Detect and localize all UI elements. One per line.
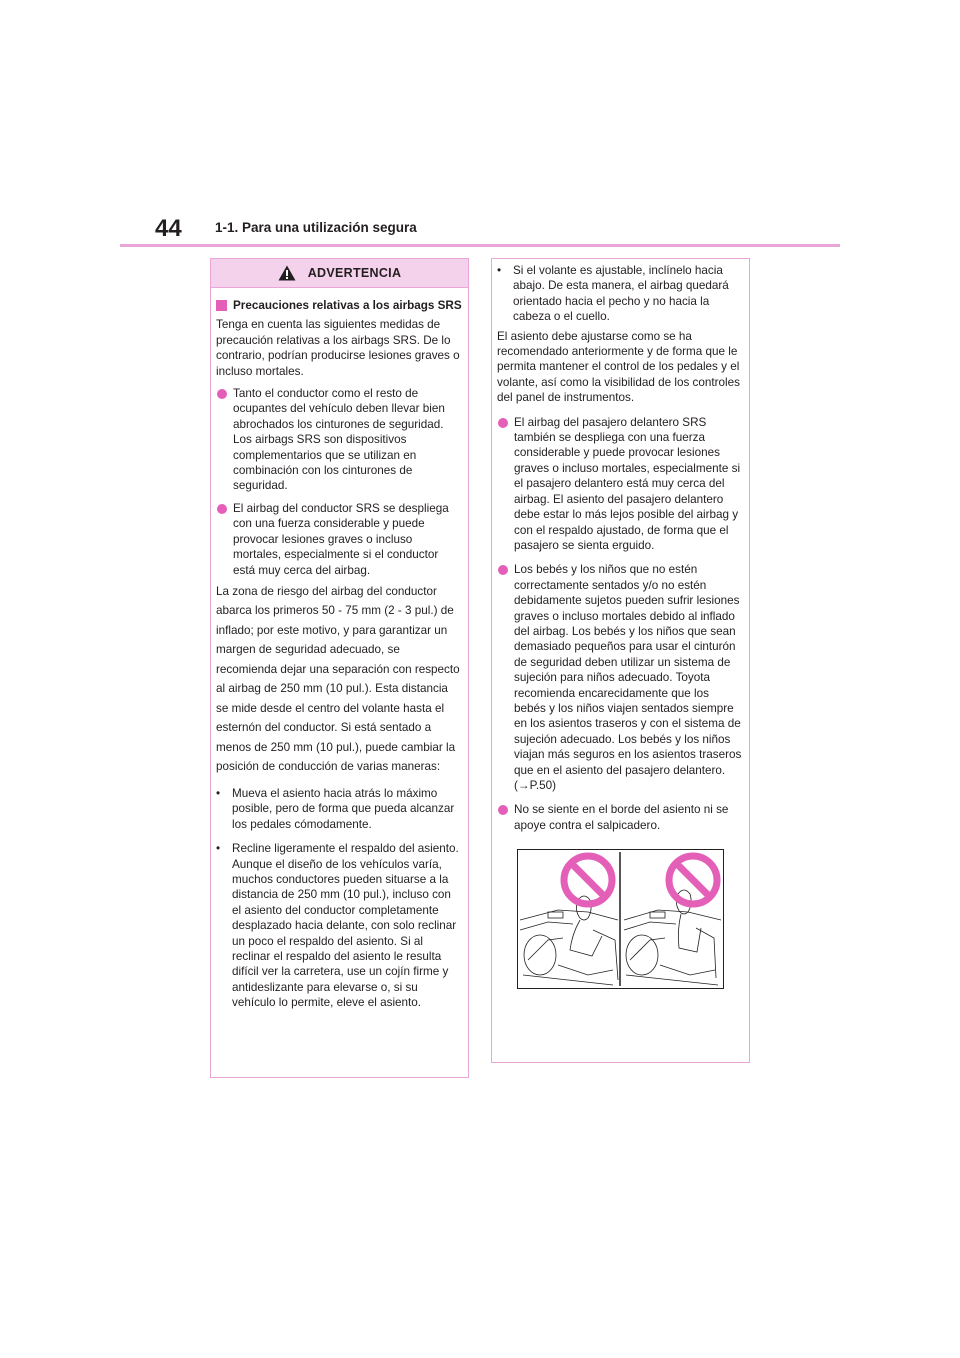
bullet-item <box>216 501 462 578</box>
illustration-panel-right <box>624 890 721 985</box>
page-number: 44 <box>155 215 182 242</box>
dash-bullet: • <box>216 786 221 800</box>
bullet-text: Los bebés y los niños que no estén correctamente sentados y/o no estén debidamente sujetos pueden sufrir lesiones graves o incluso mortales debido al inflado del airbag. Los bebés y los niños que sean demasiado pequeños para usar el cinturón de seguridad deben utilizar un sistema de sujeción para niños adecuado. Toyota recomienda encarecidamente que los bebés y los niños viajen sentados siempre en los asientos traseros y con el sistema de sujeción adecuado. Los bebés y los niños viajan más seguros en los asientos traseros que en el asiento del pasajero delantero. (→P.50) <box>514 563 742 792</box>
warning-triangle-icon <box>278 265 296 281</box>
dash-text: Mueva el asiento hacia atrás lo máximo posible, pero de forma que pueda alcanzar los pedales cómodamente. <box>232 786 455 831</box>
dash-text: Recline ligeramente el respaldo del asiento. Aunque el diseño de los vehículos varía, muchos conductores pueden situarse a la distancia de 250 mm (10 pul.), incluso con el asiento del conductor completamente desplazado hacia delante, con solo reclinar un poco el respaldo del asiento. Si al reclinar el respaldo del asiento le resulta difícil ver la carretera, use un cojín firme y antideslizante para elevarse o, si su vehículo lo permite, eleve el asiento. <box>232 842 459 1010</box>
risk-zone-paragraph: La zona de riesgo del airbag del conductor abarca los primeros 50 - 75 mm (2 - 3 pul.) de inflado; por este motivo, y para garantizar un margen de seguridad adecuado, se recomienda dejar una separación con respecto al airbag de 250 mm (10 pul.). Esta distancia se mide desde el centro del volante hasta el esternón del conductor. Si está sentado a menos de 250 mm (10 pul.), puede cambiar la posición de conducción de varias maneras: <box>216 584 460 774</box>
bullet-text: No se siente en el borde del asiento ni se apoye contra el salpicadero. <box>514 803 729 832</box>
prohibited-icon <box>564 856 612 904</box>
square-bullet-icon <box>216 300 227 311</box>
precautions-heading-text: Precauciones relativas a los airbags SRS <box>233 299 462 312</box>
dash-bullet: • <box>216 842 221 856</box>
circle-bullet-icon <box>498 565 508 575</box>
warning-content-left <box>211 288 468 1011</box>
precautions-heading <box>216 298 462 313</box>
circle-bullet-icon <box>217 504 227 514</box>
section-title: 1-1. Para una utilización segura <box>215 220 417 235</box>
warning-box-right <box>491 258 750 1063</box>
bullet-text: Tanto el conductor como el resto de ocupantes del vehículo deben llevar bien abrochados los cinturones de seguridad. Los airbags SRS son dispositivos complementarios que se utilizan en combinación con los cinturones de seguridad. <box>233 387 445 493</box>
warning-title: ADVERTENCIA <box>307 266 402 280</box>
bullet-item <box>497 802 743 833</box>
dash-text: Si el volante es ajustable, inclínelo hacia abajo. De esta manera, el airbag quedará orientado hacia el pecho y no hacia la cabeza o el cuello. <box>513 264 729 324</box>
bullet-item <box>216 386 462 494</box>
circle-bullet-icon <box>498 418 508 428</box>
illustration-panel-left <box>520 896 618 985</box>
dash-bullet: • <box>497 264 502 277</box>
intro-paragraph: Tenga en cuenta las siguientes medidas de precaución relativas a los airbags SRS. De lo contrario, podrían producirse lesiones graves o incluso mortales. <box>216 318 460 378</box>
dash-item <box>216 786 462 832</box>
warning-header <box>211 259 468 288</box>
dash-item <box>216 841 462 1010</box>
bullet-text: El airbag del pasajero delantero SRS también se despliega con una fuerza considerable y puede provocar lesiones graves o incluso mortales, especialmente si el pasajero delantero está muy cerca del airbag. El asiento del pasajero delantero debe estar lo más lejos posible del airbag y con el respaldo ajustado, de forma que el pasajero se sienta erguido. <box>514 415 741 552</box>
circle-bullet-icon <box>498 805 508 815</box>
prohibited-icon <box>669 856 717 904</box>
header-rule <box>120 244 840 247</box>
circle-bullet-icon <box>217 389 227 399</box>
bullet-item <box>497 415 743 554</box>
dash-item <box>497 263 743 325</box>
bullet-text: El airbag del conductor SRS se despliega con una fuerza considerable y puede provocar lesiones graves o incluso mortales, especialmente si el conductor está muy cerca del airbag. <box>233 501 449 577</box>
seat-adjust-paragraph: El asiento debe ajustarse como se ha recomendado anteriormente y de forma que le permita mantener el control de los pedales y el volante, así como la visibilidad de los controles del panel de instrumentos. <box>497 329 740 405</box>
prohibited-seating-illustration <box>517 849 724 989</box>
bullet-item <box>497 562 743 793</box>
warning-box-left <box>210 258 469 1078</box>
warning-content-right <box>492 259 749 989</box>
